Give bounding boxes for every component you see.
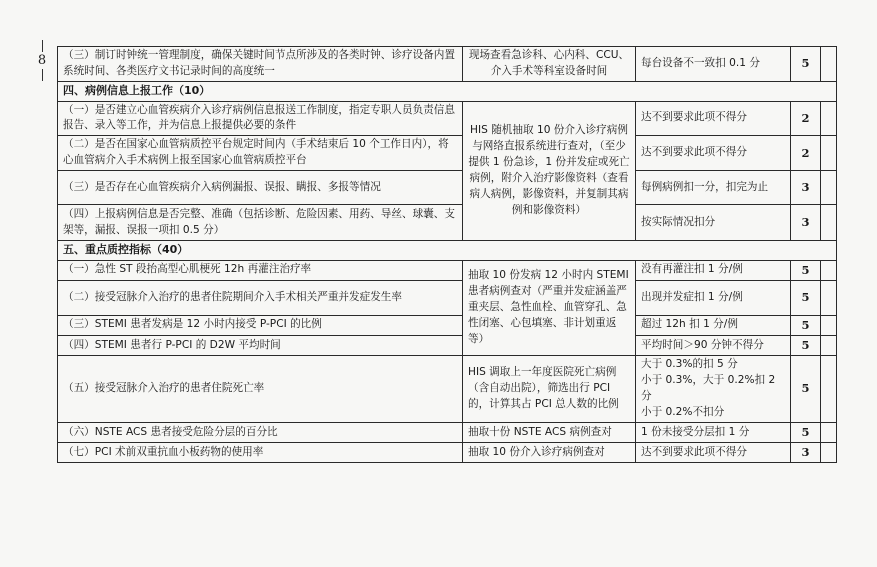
blank-cell: [821, 356, 837, 423]
blank-cell: [821, 280, 837, 315]
rule-cell: 1 份未接受分层扣 1 分: [636, 422, 791, 442]
rule-cell: 每台设备不一致扣 0.1 分: [636, 47, 791, 82]
rule-line: 大于 0.3%的扣 5 分: [641, 358, 738, 371]
item-cell: （七）PCI 术前双重抗血小板药物的使用率: [58, 443, 463, 463]
table-row: [58, 315, 837, 335]
page-number-dash-top: [42, 40, 43, 52]
quality-control-standards-table: [57, 46, 837, 463]
item-cell: （四）上报病例信息是否完整、准确（包括诊断、危险因素、用药、导丝、球囊、支架等，漏报、误报一项扣 0.5 分）: [58, 205, 463, 241]
score-cell: 2: [791, 101, 821, 136]
table-row: [58, 47, 837, 82]
table-row: [58, 260, 837, 280]
item-cell: （一）急性 ST 段抬高型心肌梗死 12h 再灌注治疗率: [58, 260, 463, 280]
blank-cell: [821, 47, 837, 82]
table-row: [58, 336, 837, 356]
blank-cell: [821, 422, 837, 442]
blank-cell: [821, 136, 837, 171]
section-header-row: [58, 82, 837, 102]
blank-cell: [821, 260, 837, 280]
score-cell: 5: [791, 422, 821, 442]
rule-cell: [636, 356, 791, 423]
score-cell: 3: [791, 443, 821, 463]
table-row: [58, 356, 837, 423]
method-cell: 抽取 10 份介入诊疗病例查对: [463, 443, 636, 463]
table-row: [58, 171, 837, 205]
rule-cell: 平均时间＞90 分钟不得分: [636, 336, 791, 356]
rule-cell: 出现并发症扣 1 分/例: [636, 280, 791, 315]
section-title: 四、病例信息上报工作（10）: [58, 82, 837, 102]
rule-cell: 达不到要求此项不得分: [636, 443, 791, 463]
method-cell: HIS 调取上一年度医院死亡病例（含自动出院），筛选出行 PCI 的，计算其占 PCI 总人数的比例: [463, 356, 636, 423]
score-cell: 5: [791, 315, 821, 335]
item-cell: （三）STEMI 患者发病是 12 小时内接受 P-PCI 的比例: [58, 315, 463, 335]
table-row: [58, 205, 837, 241]
blank-cell: [821, 205, 837, 241]
rule-line: 小于 0.3%，大于 0.2%扣 2 分: [641, 374, 776, 403]
item-cell: （五）接受冠脉介入治疗的患者住院死亡率: [58, 356, 463, 423]
blank-cell: [821, 315, 837, 335]
table-row: [58, 101, 837, 136]
item-cell: （二）是否在国家心血管病质控平台规定时间内（手术结束后 10 个工作日内），将心血管病介入手术病例上报至国家心血管病质控平台: [58, 136, 463, 171]
score-cell: 5: [791, 280, 821, 315]
table-row: [58, 443, 837, 463]
section-header-row: [58, 241, 837, 261]
item-cell: （三）是否存在心血管疾病介入病例漏报、误报、瞒报、多报等情况: [58, 171, 463, 205]
blank-cell: [821, 336, 837, 356]
page-number-dash-bottom: [42, 69, 43, 81]
blank-cell: [821, 171, 837, 205]
rule-line: 小于 0.2%不扣分: [641, 405, 725, 418]
page-number-mark: [34, 40, 50, 81]
rule-cell: 超过 12h 扣 1 分/例: [636, 315, 791, 335]
score-cell: 3: [791, 205, 821, 241]
table-row: [58, 136, 837, 171]
blank-cell: [821, 101, 837, 136]
item-cell: （四）STEMI 患者行 P-PCI 的 D2W 平均时间: [58, 336, 463, 356]
score-cell: 5: [791, 260, 821, 280]
section-title: 五、重点质控指标（40）: [58, 241, 837, 261]
rule-cell: 按实际情况扣分: [636, 205, 791, 241]
method-cell: 抽取十份 NSTE ACS 病例查对: [463, 422, 636, 442]
item-cell: （六）NSTE ACS 患者接受危险分层的百分比: [58, 422, 463, 442]
item-cell: （三）制订时钟统一管理制度，确保关键时间节点所涉及的各类时钟、诊疗设备内置系统时间、各类医疗文书记录时间的高度统一: [58, 47, 463, 82]
blank-cell: [821, 443, 837, 463]
rule-cell: 没有再灌注扣 1 分/例: [636, 260, 791, 280]
item-cell: （二）接受冠脉介入治疗的患者住院期间介入手术相关严重并发症发生率: [58, 280, 463, 315]
table-row: [58, 280, 837, 315]
score-cell: 5: [791, 47, 821, 82]
score-cell: 5: [791, 356, 821, 423]
score-cell: 2: [791, 136, 821, 171]
page-number: 8: [37, 53, 47, 68]
item-cell: （一）是否建立心血管疾病介入诊疗病例信息报送工作制度，指定专职人员负责信息报告、录入等工作，并为信息上报提供必要的条件: [58, 101, 463, 136]
method-cell: HIS 随机抽取 10 份介入诊疗病例与网络直报系统进行查对，（至少提供 1 份急诊，1 份并发症或死亡病例，附介入治疗影像资料（查看病人病例，影像资料，并复制其病例和影像资料）: [463, 101, 636, 241]
score-cell: 3: [791, 171, 821, 205]
method-cell: 抽取 10 份发病 12 小时内 STEMI 患者病例查对（严重并发症涵盖严重夹层、急性血栓、血管穿孔、急性闭塞、心包填塞、非计划重返等）: [463, 260, 636, 356]
rule-cell: 达不到要求此项不得分: [636, 101, 791, 136]
score-cell: 5: [791, 336, 821, 356]
rule-cell: 每例病例扣一分，扣完为止: [636, 171, 791, 205]
method-cell: 现场查看急诊科、心内科、CCU、介入手术等科室设备时间: [463, 47, 636, 82]
table-row: [58, 422, 837, 442]
rule-cell: 达不到要求此项不得分: [636, 136, 791, 171]
